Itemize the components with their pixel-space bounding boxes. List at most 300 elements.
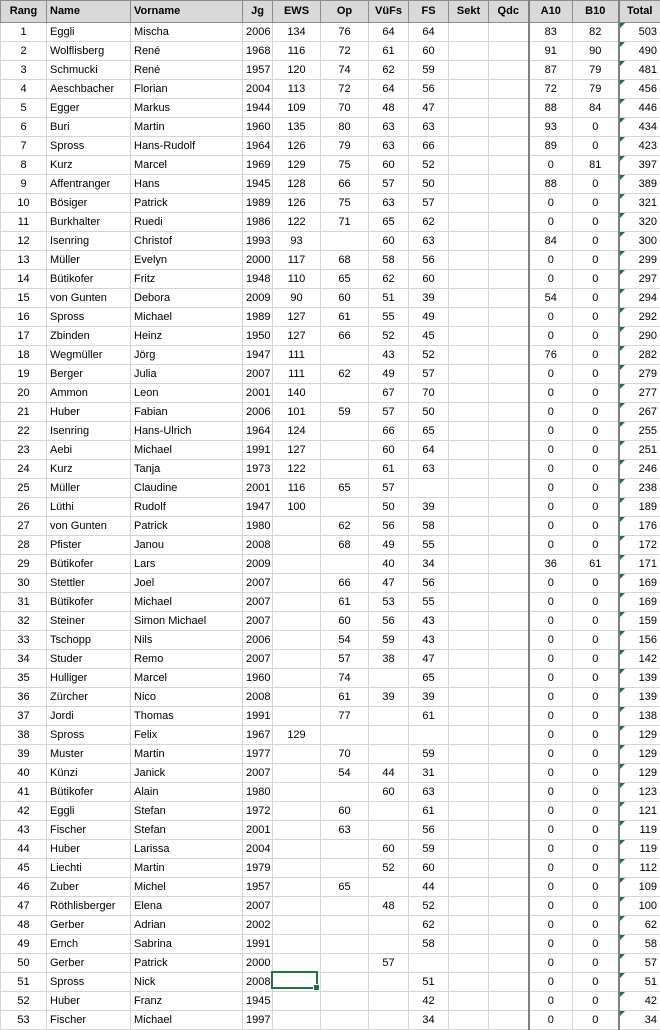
cell-jg[interactable]: 2007 [243,897,273,916]
cell-a10[interactable]: 0 [529,460,573,479]
cell-fs[interactable]: 47 [409,650,449,669]
cell-sekt[interactable] [449,726,489,745]
cell-jg[interactable]: 1948 [243,270,273,289]
cell-ews[interactable] [273,840,321,859]
cell-ews[interactable]: 127 [273,308,321,327]
cell-rang[interactable]: 1 [1,23,47,42]
cell-a10[interactable]: 91 [529,42,573,61]
cell-qdc[interactable] [489,707,529,726]
cell-a10[interactable]: 0 [529,536,573,555]
cell-rang[interactable]: 24 [1,460,47,479]
cell-jg[interactable]: 1960 [243,118,273,137]
cell-jg[interactable]: 1944 [243,99,273,118]
cell-total[interactable]: 282 [619,346,660,365]
cell-rang[interactable]: 6 [1,118,47,137]
cell-a10[interactable]: 0 [529,593,573,612]
cell-jg[interactable]: 1945 [243,992,273,1011]
cell-name[interactable]: Bütikofer [47,555,131,574]
cell-name[interactable]: Spross [47,973,131,992]
cell-rang[interactable]: 48 [1,916,47,935]
cell-sekt[interactable] [449,479,489,498]
cell-qdc[interactable] [489,422,529,441]
cell-name[interactable]: Aeschbacher [47,80,131,99]
cell-fs[interactable]: 50 [409,175,449,194]
cell-qdc[interactable] [489,745,529,764]
cell-vorname[interactable]: Alain [131,783,243,802]
cell-b10[interactable]: 0 [573,669,619,688]
cell-ews[interactable] [273,669,321,688]
cell-fs[interactable]: 62 [409,213,449,232]
cell-a10[interactable]: 0 [529,631,573,650]
cell-ews[interactable]: 128 [273,175,321,194]
cell-vufs[interactable] [369,973,409,992]
cell-ews[interactable] [273,612,321,631]
cell-vorname[interactable]: Janick [131,764,243,783]
cell-vufs[interactable]: 63 [369,118,409,137]
cell-ews[interactable] [273,935,321,954]
cell-vorname[interactable]: Stefan [131,821,243,840]
cell-fs[interactable]: 56 [409,821,449,840]
cell-qdc[interactable] [489,346,529,365]
cell-ews[interactable]: 111 [273,346,321,365]
cell-b10[interactable]: 0 [573,726,619,745]
cell-op[interactable]: 61 [321,688,369,707]
cell-total[interactable]: 109 [619,878,660,897]
cell-b10[interactable]: 0 [573,479,619,498]
cell-op[interactable] [321,973,369,992]
cell-ews[interactable] [273,688,321,707]
cell-vorname[interactable]: Simon Michael [131,612,243,631]
cell-op[interactable]: 68 [321,251,369,270]
cell-name[interactable]: Isenring [47,422,131,441]
cell-fs[interactable]: 60 [409,270,449,289]
cell-total[interactable]: 34 [619,1011,660,1030]
cell-rang[interactable]: 46 [1,878,47,897]
cell-fs[interactable] [409,726,449,745]
cell-rang[interactable]: 22 [1,422,47,441]
cell-fs[interactable]: 59 [409,61,449,80]
cell-name[interactable]: Wegmüller [47,346,131,365]
cell-ews[interactable] [273,574,321,593]
cell-sekt[interactable] [449,384,489,403]
cell-name[interactable]: Buri [47,118,131,137]
cell-b10[interactable]: 0 [573,498,619,517]
cell-b10[interactable]: 0 [573,308,619,327]
cell-qdc[interactable] [489,498,529,517]
cell-a10[interactable]: 89 [529,137,573,156]
cell-vufs[interactable] [369,878,409,897]
cell-jg[interactable]: 1947 [243,346,273,365]
cell-b10[interactable]: 0 [573,783,619,802]
cell-op[interactable]: 62 [321,365,369,384]
cell-b10[interactable]: 0 [573,878,619,897]
cell-b10[interactable]: 0 [573,327,619,346]
cell-total[interactable]: 62 [619,916,660,935]
cell-jg[interactable]: 2004 [243,80,273,99]
cell-sekt[interactable] [449,707,489,726]
cell-jg[interactable]: 2004 [243,840,273,859]
cell-rang[interactable]: 21 [1,403,47,422]
cell-a10[interactable]: 36 [529,555,573,574]
cell-vufs[interactable]: 62 [369,61,409,80]
cell-sekt[interactable] [449,498,489,517]
cell-rang[interactable]: 50 [1,954,47,973]
cell-ews[interactable] [273,973,321,992]
cell-total[interactable]: 251 [619,441,660,460]
cell-qdc[interactable] [489,992,529,1011]
cell-rang[interactable]: 44 [1,840,47,859]
cell-b10[interactable]: 0 [573,517,619,536]
cell-op[interactable]: 54 [321,631,369,650]
cell-vufs[interactable]: 38 [369,650,409,669]
cell-vorname[interactable]: Nils [131,631,243,650]
cell-jg[interactable]: 1957 [243,878,273,897]
cell-sekt[interactable] [449,251,489,270]
cell-total[interactable]: 246 [619,460,660,479]
cell-name[interactable]: Bütikofer [47,270,131,289]
cell-vufs[interactable] [369,802,409,821]
cell-sekt[interactable] [449,327,489,346]
cell-fs[interactable]: 39 [409,688,449,707]
cell-rang[interactable]: 11 [1,213,47,232]
cell-vufs[interactable]: 51 [369,289,409,308]
cell-rang[interactable]: 41 [1,783,47,802]
cell-name[interactable]: Gerber [47,916,131,935]
cell-op[interactable]: 60 [321,802,369,821]
cell-sekt[interactable] [449,916,489,935]
cell-b10[interactable]: 90 [573,42,619,61]
cell-b10[interactable]: 0 [573,194,619,213]
cell-rang[interactable]: 39 [1,745,47,764]
cell-vorname[interactable]: Adrian [131,916,243,935]
cell-b10[interactable]: 0 [573,802,619,821]
cell-qdc[interactable] [489,80,529,99]
cell-qdc[interactable] [489,441,529,460]
cell-jg[interactable]: 1973 [243,460,273,479]
cell-op[interactable]: 71 [321,213,369,232]
cell-op[interactable] [321,916,369,935]
cell-rang[interactable]: 45 [1,859,47,878]
cell-total[interactable]: 159 [619,612,660,631]
cell-qdc[interactable] [489,42,529,61]
cell-a10[interactable]: 0 [529,422,573,441]
cell-rang[interactable]: 52 [1,992,47,1011]
cell-ews[interactable] [273,631,321,650]
cell-rang[interactable]: 20 [1,384,47,403]
cell-sekt[interactable] [449,669,489,688]
cell-vorname[interactable]: Michael [131,441,243,460]
cell-ews[interactable]: 117 [273,251,321,270]
cell-vorname[interactable]: René [131,61,243,80]
cell-total[interactable]: 423 [619,137,660,156]
cell-ews[interactable]: 134 [273,23,321,42]
cell-jg[interactable]: 2008 [243,688,273,707]
cell-rang[interactable]: 49 [1,935,47,954]
cell-vorname[interactable]: Franz [131,992,243,1011]
cell-rang[interactable]: 38 [1,726,47,745]
cell-total[interactable]: 434 [619,118,660,137]
cell-a10[interactable]: 0 [529,726,573,745]
cell-a10[interactable]: 0 [529,764,573,783]
cell-name[interactable]: Bösiger [47,194,131,213]
cell-jg[interactable]: 2006 [243,403,273,422]
cell-vufs[interactable]: 49 [369,365,409,384]
cell-vorname[interactable]: Thomas [131,707,243,726]
cell-qdc[interactable] [489,859,529,878]
cell-a10[interactable]: 0 [529,574,573,593]
cell-qdc[interactable] [489,821,529,840]
cell-ews[interactable]: 126 [273,194,321,213]
cell-rang[interactable]: 5 [1,99,47,118]
cell-op[interactable]: 61 [321,593,369,612]
cell-sekt[interactable] [449,840,489,859]
cell-vorname[interactable]: Heinz [131,327,243,346]
cell-total[interactable]: 456 [619,80,660,99]
cell-ews[interactable]: 93 [273,232,321,251]
header-op[interactable]: Op [321,1,369,23]
cell-qdc[interactable] [489,1011,529,1030]
cell-name[interactable]: Fischer [47,1011,131,1030]
cell-name[interactable]: Bütikofer [47,593,131,612]
cell-name[interactable]: Müller [47,251,131,270]
cell-vufs[interactable]: 44 [369,764,409,783]
cell-op[interactable] [321,840,369,859]
cell-sekt[interactable] [449,935,489,954]
cell-jg[interactable]: 2007 [243,650,273,669]
cell-ews[interactable] [273,745,321,764]
cell-jg[interactable]: 2007 [243,593,273,612]
cell-fs[interactable]: 52 [409,346,449,365]
cell-b10[interactable]: 0 [573,593,619,612]
cell-vufs[interactable] [369,707,409,726]
cell-jg[interactable]: 2001 [243,384,273,403]
cell-b10[interactable]: 84 [573,99,619,118]
cell-vufs[interactable]: 57 [369,403,409,422]
cell-ews[interactable]: 122 [273,460,321,479]
cell-ews[interactable]: 110 [273,270,321,289]
cell-sekt[interactable] [449,175,489,194]
cell-rang[interactable]: 17 [1,327,47,346]
cell-qdc[interactable] [489,574,529,593]
cell-sekt[interactable] [449,517,489,536]
cell-a10[interactable]: 0 [529,783,573,802]
cell-total[interactable]: 320 [619,213,660,232]
cell-a10[interactable]: 0 [529,612,573,631]
cell-qdc[interactable] [489,517,529,536]
cell-sekt[interactable] [449,289,489,308]
cell-qdc[interactable] [489,726,529,745]
cell-name[interactable]: Studer [47,650,131,669]
cell-fs[interactable]: 64 [409,23,449,42]
cell-sekt[interactable] [449,593,489,612]
cell-a10[interactable]: 0 [529,650,573,669]
cell-sekt[interactable] [449,574,489,593]
cell-name[interactable]: Spross [47,726,131,745]
cell-vufs[interactable]: 59 [369,631,409,650]
cell-vorname[interactable]: Larissa [131,840,243,859]
cell-ews[interactable] [273,954,321,973]
cell-ews[interactable] [273,992,321,1011]
cell-rang[interactable]: 32 [1,612,47,631]
cell-a10[interactable]: 0 [529,156,573,175]
cell-vufs[interactable]: 57 [369,954,409,973]
cell-jg[interactable]: 1991 [243,441,273,460]
header-total[interactable]: Total [619,1,660,23]
cell-b10[interactable]: 0 [573,745,619,764]
cell-name[interactable]: Muster [47,745,131,764]
cell-fs[interactable]: 60 [409,42,449,61]
cell-qdc[interactable] [489,251,529,270]
cell-vufs[interactable]: 56 [369,517,409,536]
cell-a10[interactable]: 0 [529,802,573,821]
cell-op[interactable]: 72 [321,42,369,61]
cell-qdc[interactable] [489,213,529,232]
cell-sekt[interactable] [449,536,489,555]
cell-name[interactable]: Isenring [47,232,131,251]
cell-name[interactable]: Burkhalter [47,213,131,232]
cell-op[interactable] [321,498,369,517]
cell-op[interactable] [321,935,369,954]
cell-total[interactable]: 481 [619,61,660,80]
cell-qdc[interactable] [489,688,529,707]
cell-fs[interactable]: 58 [409,935,449,954]
cell-ews[interactable]: 135 [273,118,321,137]
cell-jg[interactable]: 2001 [243,821,273,840]
cell-name[interactable]: Egger [47,99,131,118]
cell-fs[interactable] [409,479,449,498]
cell-name[interactable]: Künzi [47,764,131,783]
cell-ews[interactable]: 100 [273,498,321,517]
cell-op[interactable]: 70 [321,99,369,118]
cell-rang[interactable]: 18 [1,346,47,365]
cell-a10[interactable]: 0 [529,840,573,859]
cell-vufs[interactable]: 55 [369,308,409,327]
cell-a10[interactable]: 0 [529,935,573,954]
cell-total[interactable]: 267 [619,403,660,422]
cell-vorname[interactable]: Markus [131,99,243,118]
cell-qdc[interactable] [489,802,529,821]
cell-ews[interactable]: 122 [273,213,321,232]
cell-vorname[interactable]: Marcel [131,156,243,175]
cell-a10[interactable]: 0 [529,384,573,403]
cell-name[interactable]: Affentranger [47,175,131,194]
cell-b10[interactable]: 0 [573,422,619,441]
cell-vufs[interactable]: 56 [369,612,409,631]
cell-a10[interactable]: 72 [529,80,573,99]
cell-total[interactable]: 169 [619,593,660,612]
cell-name[interactable]: Schmucki [47,61,131,80]
cell-b10[interactable]: 0 [573,973,619,992]
cell-vufs[interactable] [369,821,409,840]
cell-b10[interactable]: 61 [573,555,619,574]
cell-fs[interactable]: 43 [409,631,449,650]
cell-a10[interactable]: 0 [529,194,573,213]
cell-vorname[interactable]: Leon [131,384,243,403]
cell-jg[interactable]: 2000 [243,954,273,973]
cell-fs[interactable]: 59 [409,840,449,859]
cell-a10[interactable]: 0 [529,498,573,517]
cell-op[interactable]: 76 [321,23,369,42]
cell-vufs[interactable]: 63 [369,137,409,156]
cell-sekt[interactable] [449,1011,489,1030]
cell-op[interactable] [321,1011,369,1030]
cell-qdc[interactable] [489,878,529,897]
cell-fs[interactable]: 64 [409,441,449,460]
cell-vufs[interactable]: 62 [369,270,409,289]
cell-vorname[interactable]: Evelyn [131,251,243,270]
cell-qdc[interactable] [489,460,529,479]
cell-qdc[interactable] [489,669,529,688]
header-ews[interactable]: EWS [273,1,321,23]
cell-vorname[interactable]: Jörg [131,346,243,365]
cell-op[interactable]: 61 [321,308,369,327]
cell-sekt[interactable] [449,118,489,137]
cell-name[interactable]: Aebi [47,441,131,460]
cell-a10[interactable]: 0 [529,688,573,707]
cell-vorname[interactable]: Remo [131,650,243,669]
cell-ews[interactable] [273,555,321,574]
cell-vorname[interactable]: Patrick [131,954,243,973]
cell-b10[interactable]: 0 [573,821,619,840]
cell-jg[interactable]: 2007 [243,612,273,631]
header-sekt[interactable]: Sekt [449,1,489,23]
cell-vufs[interactable]: 48 [369,897,409,916]
cell-rang[interactable]: 10 [1,194,47,213]
cell-op[interactable] [321,460,369,479]
cell-vufs[interactable]: 47 [369,574,409,593]
cell-fs[interactable]: 66 [409,137,449,156]
cell-vufs[interactable] [369,992,409,1011]
cell-sekt[interactable] [449,156,489,175]
cell-qdc[interactable] [489,973,529,992]
cell-sekt[interactable] [449,992,489,1011]
cell-a10[interactable]: 83 [529,23,573,42]
header-rang[interactable]: Rang [1,1,47,23]
cell-ews[interactable]: 129 [273,156,321,175]
cell-vufs[interactable]: 67 [369,384,409,403]
cell-sekt[interactable] [449,23,489,42]
cell-vufs[interactable]: 60 [369,156,409,175]
header-b10[interactable]: B10 [573,1,619,23]
cell-vorname[interactable]: Michael [131,308,243,327]
cell-total[interactable]: 138 [619,707,660,726]
cell-op[interactable]: 59 [321,403,369,422]
cell-name[interactable]: Huber [47,403,131,422]
cell-qdc[interactable] [489,384,529,403]
cell-a10[interactable]: 0 [529,973,573,992]
cell-b10[interactable]: 0 [573,213,619,232]
cell-fs[interactable]: 31 [409,764,449,783]
cell-total[interactable]: 129 [619,745,660,764]
cell-total[interactable]: 292 [619,308,660,327]
cell-a10[interactable]: 0 [529,365,573,384]
cell-total[interactable]: 446 [619,99,660,118]
cell-total[interactable]: 121 [619,802,660,821]
cell-rang[interactable]: 34 [1,650,47,669]
cell-b10[interactable]: 0 [573,536,619,555]
cell-name[interactable]: Huber [47,840,131,859]
cell-qdc[interactable] [489,935,529,954]
cell-b10[interactable]: 0 [573,365,619,384]
cell-rang[interactable]: 36 [1,688,47,707]
cell-a10[interactable]: 0 [529,441,573,460]
cell-name[interactable]: Stettler [47,574,131,593]
cell-ews[interactable]: 116 [273,42,321,61]
cell-sekt[interactable] [449,346,489,365]
cell-op[interactable] [321,384,369,403]
cell-fs[interactable]: 63 [409,783,449,802]
cell-vorname[interactable]: Lars [131,555,243,574]
